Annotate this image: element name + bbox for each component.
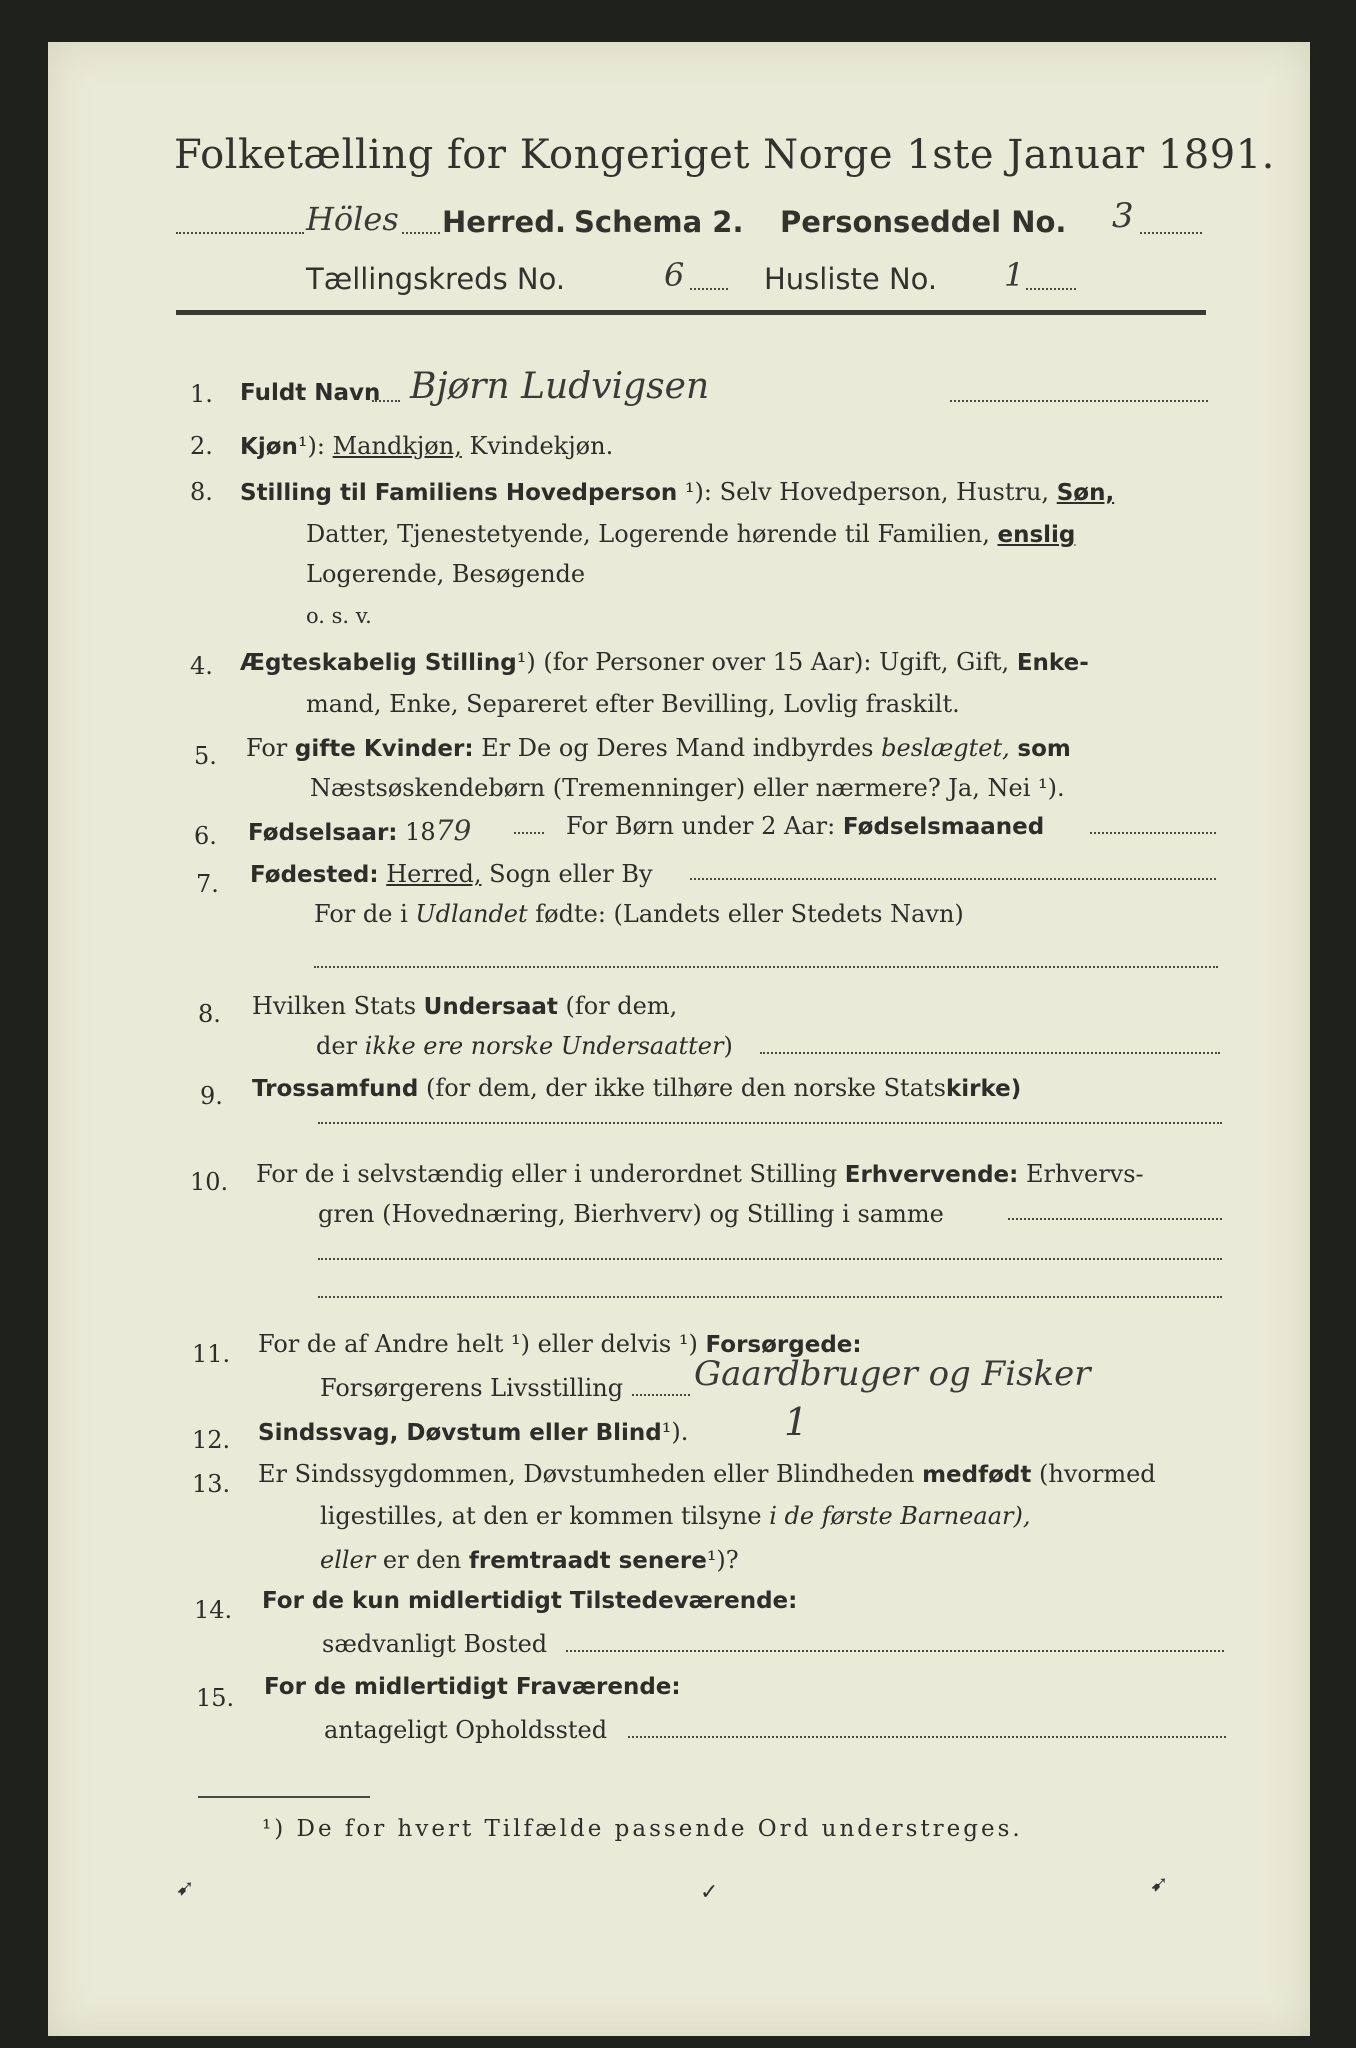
citizenship-line2-italic: ikke ere norske Undersaatter bbox=[364, 1032, 724, 1060]
birth-year-value: 79 bbox=[435, 814, 472, 847]
herred-dots bbox=[176, 232, 304, 234]
congenital-line3-italic: eller bbox=[320, 1546, 376, 1574]
citizenship-post: (for dem, bbox=[565, 992, 678, 1020]
occupation-line2: gren (Hovednæring, Bierhverv) og Stilling i samme bbox=[318, 1200, 944, 1228]
item-number: 2. bbox=[190, 432, 213, 460]
temporary-absent-label: For de midlertidigt Fraværende: bbox=[264, 1674, 681, 1700]
married-women-pre: For bbox=[246, 734, 288, 762]
item-number: 12. bbox=[192, 1426, 231, 1454]
abroad-post: fødte: (Landets eller Stedets Navn) bbox=[535, 900, 964, 928]
item-number: 1. bbox=[190, 380, 213, 408]
family-position-options: Selv Hovedperson, Hustru, bbox=[719, 478, 1050, 506]
full-name-label: Fuldt Navn bbox=[240, 380, 381, 406]
married-women-label: gifte Kvinder: bbox=[294, 736, 474, 762]
husliste-dots bbox=[1026, 288, 1076, 290]
citizenship-dots bbox=[760, 1052, 1220, 1054]
personseddel-value: 3 bbox=[1112, 196, 1134, 236]
probable-residence-dots bbox=[628, 1736, 1226, 1738]
religion-dots bbox=[318, 1122, 1222, 1124]
item-number: 7. bbox=[196, 870, 219, 898]
full-name-value: Bjørn Ludvigsen bbox=[410, 366, 710, 407]
schema-label: Schema 2. bbox=[574, 205, 744, 239]
birth-month-label: Fødselsmaaned bbox=[842, 814, 1045, 840]
item-number: 13. bbox=[192, 1470, 231, 1498]
abroad-dots bbox=[314, 966, 1218, 968]
marital-status-enke: Enke- bbox=[1016, 650, 1089, 676]
usual-residence-dots bbox=[566, 1650, 1224, 1652]
married-women-text: Er De og Deres Mand indbyrdes bbox=[481, 734, 874, 762]
marital-status-line2: mand, Enke, Separeret efter Bevilling, Lovlig fraskilt. bbox=[306, 690, 960, 718]
birthplace-label: Fødested: bbox=[250, 862, 379, 888]
header-rule bbox=[176, 310, 1206, 315]
sex-sup: ¹): bbox=[297, 432, 325, 460]
family-position-enslig: enslig bbox=[997, 522, 1076, 548]
kreds-label: Tællingskreds No. bbox=[306, 262, 566, 296]
occupation-text: For de i selvstændig eller i underordnet Stilling bbox=[256, 1160, 838, 1188]
family-position-line4: o. s. v. bbox=[306, 604, 372, 628]
herred-dots-2 bbox=[402, 232, 440, 234]
congenital-line3-pre: er den bbox=[382, 1546, 462, 1574]
husliste-value: 1 bbox=[1004, 256, 1025, 294]
supported-label: Forsørgede: bbox=[705, 1332, 862, 1358]
family-position-son: Søn, bbox=[1056, 480, 1115, 506]
disability-sup: ¹). bbox=[661, 1418, 689, 1446]
sex-option-male: Mandkjøn, bbox=[332, 432, 462, 460]
item-number: 8. bbox=[190, 478, 213, 506]
family-position-sup: ¹): bbox=[684, 478, 712, 506]
congenital-text: Er Sindssygdommen, Døvstumheden eller Blindheden bbox=[258, 1460, 915, 1488]
family-position-label: Stilling til Familiens Hovedperson bbox=[240, 480, 678, 506]
birth-month-dots bbox=[1090, 832, 1216, 834]
herred-label: Herred. bbox=[442, 205, 566, 239]
birth-year-dots bbox=[514, 832, 544, 834]
name-dots-b bbox=[950, 400, 1208, 402]
birthplace-options: Sogn eller By bbox=[489, 860, 653, 888]
item-number: 10. bbox=[190, 1168, 229, 1196]
citizenship-pre: Hvilken Stats bbox=[252, 992, 417, 1020]
usual-residence-label: sædvanligt Bosted bbox=[322, 1630, 548, 1658]
married-women-line2: Næstsøskendebørn (Tremenninger) eller nærmere? Ja, Nei ¹). bbox=[310, 774, 1065, 802]
item-number: 6. bbox=[194, 822, 217, 850]
congenital-post: (hvormed bbox=[1039, 1460, 1156, 1488]
disability-value: 1 bbox=[784, 1400, 809, 1444]
religion-kirke: kirke) bbox=[945, 1076, 1022, 1102]
occupation-label: Erhvervende: bbox=[844, 1162, 1019, 1188]
family-position-line3: Logerende, Besøgende bbox=[306, 560, 586, 588]
occupation-dots-a bbox=[1008, 1218, 1222, 1220]
footnote: ¹) De for hvert Tilfælde passende Ord understreges. bbox=[262, 1816, 1023, 1842]
footnote-rule bbox=[198, 1796, 370, 1798]
item-number: 4. bbox=[190, 652, 213, 680]
congenital-bold: medfødt bbox=[922, 1462, 1032, 1488]
binding-mark-icon: ➹ bbox=[176, 1876, 195, 1901]
birth-year-label: Fødselsaar: bbox=[248, 820, 398, 846]
sex-label: Kjøn bbox=[240, 434, 298, 460]
occupation-dots-c bbox=[318, 1296, 1222, 1298]
item-number: 11. bbox=[192, 1340, 231, 1368]
married-women-italic: beslægtet, bbox=[881, 734, 1010, 762]
husliste-label: Husliste No. bbox=[764, 262, 938, 296]
religion-label: Trossamfund bbox=[252, 1076, 419, 1102]
abroad-pre: For de i bbox=[314, 900, 408, 928]
item-number: 5. bbox=[194, 742, 217, 770]
congenital-line2-pre: ligestilles, at den er kommen tilsyne bbox=[320, 1502, 762, 1530]
citizenship-label: Undersaat bbox=[423, 994, 558, 1020]
birthplace-herred: Herred, bbox=[386, 860, 482, 888]
marital-status-label: Ægteskabelig Stilling bbox=[240, 650, 517, 676]
birth-month-text: For Børn under 2 Aar: bbox=[566, 812, 836, 840]
congenital-line2-italic: i de første Barneaar), bbox=[769, 1502, 1031, 1530]
item-number: 8. bbox=[198, 1000, 221, 1028]
binding-mark-icon: ➹ bbox=[1150, 1872, 1169, 1897]
supported-text: For de af Andre helt ¹) eller delvis ¹) bbox=[258, 1330, 698, 1358]
item-number: 14. bbox=[194, 1596, 233, 1624]
kreds-dots bbox=[690, 288, 728, 290]
supporter-occupation-value: Gaardbruger og Fisker bbox=[694, 1354, 1091, 1394]
abroad-italic: Udlandet bbox=[415, 900, 528, 928]
personseddel-label: Personseddel No. bbox=[780, 205, 1067, 239]
family-position-line2: Datter, Tjenestetyende, Logerende hørende til Familien, bbox=[306, 520, 990, 548]
citizenship-line2-pre: der bbox=[316, 1032, 358, 1060]
occupation-text2: Erhvervs- bbox=[1025, 1160, 1144, 1188]
supporter-dots bbox=[632, 1394, 690, 1396]
occupation-dots-b bbox=[318, 1258, 1222, 1260]
binding-mark-icon: ✓ bbox=[700, 1880, 719, 1905]
married-women-som: som bbox=[1017, 736, 1071, 762]
birth-year-prefix: 18 bbox=[405, 818, 436, 846]
form-title: Folketælling for Kongeriget Norge 1ste Januar 1891. bbox=[174, 132, 1275, 178]
name-dots-a bbox=[372, 400, 400, 402]
congenital-line3-bold: fremtraadt senere bbox=[468, 1548, 707, 1574]
sex-option-female: Kvindekjøn. bbox=[469, 432, 614, 460]
item-number: 15. bbox=[196, 1684, 235, 1712]
congenital-line3-post: ¹)? bbox=[706, 1546, 739, 1574]
birthplace-dots bbox=[690, 878, 1216, 880]
temporary-present-label: For de kun midlertidigt Tilstedeværende: bbox=[262, 1588, 798, 1614]
personseddel-dots bbox=[1140, 232, 1202, 234]
supporter-occupation-label: Forsørgerens Livsstilling bbox=[320, 1374, 624, 1402]
item-number: 9. bbox=[200, 1082, 223, 1110]
probable-residence-label: antageligt Opholdssted bbox=[324, 1716, 608, 1744]
herred-value: Höles bbox=[306, 200, 399, 238]
marital-status-text: ¹) (for Personer over 15 Aar): Ugift, Gift, bbox=[516, 648, 1010, 676]
religion-text: (for dem, der ikke tilhøre den norske Stats bbox=[426, 1074, 946, 1102]
disability-label: Sindssvag, Døvstum eller Blind bbox=[258, 1420, 662, 1446]
kreds-value: 6 bbox=[664, 256, 685, 294]
